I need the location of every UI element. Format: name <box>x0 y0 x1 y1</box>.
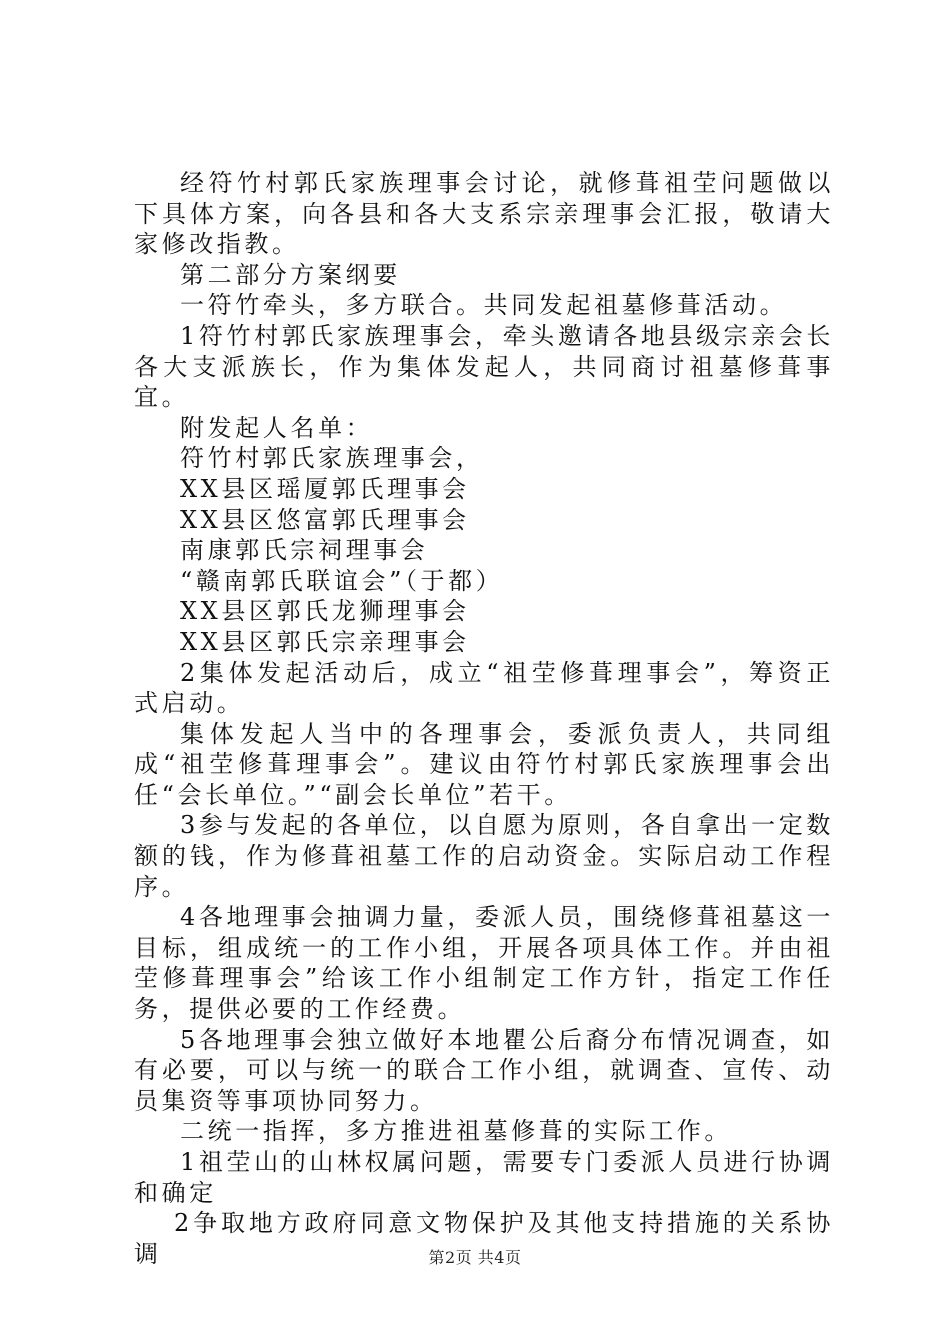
initiator-list-title: 附发起人名单： <box>180 413 374 442</box>
paragraph-item-2: 2集体发起活动后，成立“祖茔修葺理事会”，筹资正式启动。 <box>134 658 834 718</box>
initiator-list-item: 南康郭氏宗祠理事会 <box>180 536 429 565</box>
initiator-list-item: XX县区郭氏宗亲理事会 <box>180 627 470 656</box>
initiator-list-item: XX县区郭氏龙狮理事会 <box>180 597 470 626</box>
document-body <box>134 168 834 1269</box>
page-number-footer: 第2页 共4页 <box>428 1248 522 1267</box>
paragraph-item-3: 3参与发起的各单位，以自愿为原则，各自拿出一定数额的钱，作为修葺祖墓工作的启动资金。实际启动工作程序。 <box>134 811 834 901</box>
paragraph-item-4: 4各地理事会抽调力量，委派人员，围绕修葺祖墓这一目标，组成统一的工作小组，开展各项具体工作。并由祖茔修葺理事会”给该工作小组制定工作方针，指定工作任务，提供必要的工作经费。 <box>134 903 834 1024</box>
paragraph-council: 集体发起人当中的各理事会，委派负责人，共同组成“祖茔修葺理事会”。建议由符竹村郭氏家族理事会出任“会长单位。”“副会长单位”若干。 <box>134 719 834 809</box>
initiator-list-item: “赣南郭氏联谊会”（于都） <box>180 566 504 595</box>
initiator-list-item: XX县区瑶厦郭氏理事会 <box>180 474 470 503</box>
paragraph-item-2-1: 1祖茔山的山林权属问题，需要专门委派人员进行协调和确定 <box>134 1148 834 1207</box>
paragraph-item-5: 5各地理事会独立做好本地瞿公后裔分布情况调查，如有必要，可以与统一的联合工作小组，就调查、宣传、动员集资等事项协同努力。 <box>134 1025 834 1115</box>
initiator-list-item: 符竹村郭氏家族理事会， <box>180 444 484 473</box>
initiator-list-item: XX县区悠富郭氏理事会 <box>180 505 470 534</box>
paragraph-item-2-2: 2争取地方政府同意文物保护及其他支持措施的关系协调 <box>134 1209 834 1268</box>
subsection-heading-2: 二统一指挥，多方推进祖墓修葺的实际工作。 <box>180 1117 732 1146</box>
section-heading: 第二部分方案纲要 <box>180 260 401 289</box>
paragraph-intro: 经符竹村郭氏家族理事会讨论，就修葺祖茔问题做以下具体方案，向各县和各大支系宗亲理事会汇报，敬请大家修改指教。 <box>134 169 834 259</box>
subsection-heading-1: 一符竹牵头，多方联合。共同发起祖墓修葺活动。 <box>180 291 788 320</box>
paragraph-item-1: 1符竹村郭氏家族理事会，牵头邀请各地县级宗亲会长各大支派族长，作为集体发起人，共同商讨祖墓修葺事宜。 <box>134 321 834 412</box>
